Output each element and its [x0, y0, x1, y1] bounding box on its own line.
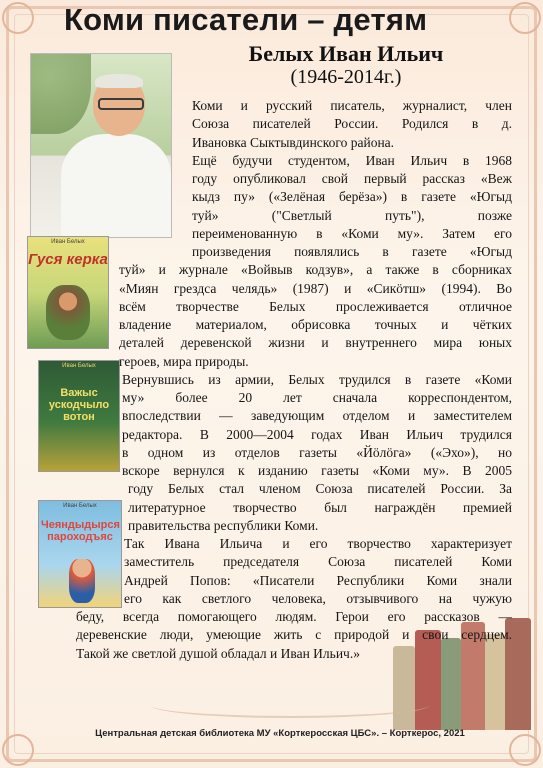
text-line: году Белых стал членом Союза писателей России. За [128, 481, 512, 497]
text-line: впоследствии — заведующим отделом и заместителем [122, 408, 512, 424]
text-line: заместитель председателя Союза писателей Коми [124, 554, 512, 570]
text-line: редактора. В 2000—2004 годах Иван Ильич трудился [122, 426, 512, 442]
text-line: Такой же светлой душой обладал и Иван Ильич.» [76, 645, 360, 661]
book-cover-title: Важыс ускодчыло вотон [48, 387, 110, 423]
text-line: беду, всегда помогающего людям. Герои его рассказов — [76, 609, 512, 624]
book-cover-2 [38, 360, 120, 472]
text-line: его как светлого человека, отзывчивого на чужую [124, 590, 512, 606]
text-line: в одном из отделов газеты «Йöлöга» («Эхо»), но [122, 444, 512, 460]
text-line: Ивановка Сыктывдинского района. [192, 134, 395, 150]
author-years: (1946-2014г.) [290, 66, 402, 88]
text-line: произведения появлялись в газете «Югыд [192, 244, 512, 259]
book-cover-author: Иван Белых [51, 239, 85, 245]
text-line: литературное творчество был награждён премией [128, 499, 512, 515]
author-photo [30, 53, 172, 238]
footer-credit: Центральная детская библиотека МУ «Корткеросская ЦБС». – Корткерос, 2021 [95, 728, 465, 739]
text-line: переименованную в «Коми му». Затем его [192, 225, 512, 241]
book-cover-title: Гуся керка [28, 251, 108, 268]
text-line: вскоре вернулся к изданию газеты «Коми му». В 2005 [122, 463, 512, 478]
text-line: Коми и русский писатель, журналист, член [192, 98, 512, 113]
text-line: Вернувшись из армии, Белых трудился в газете «Коми [122, 371, 512, 387]
text-line: деревенские люди, умеющие жить с природой и свои сердцем. [76, 627, 512, 643]
text-line: кыдз пу» («Зелёная берёза») в газете «Югыд [192, 189, 512, 205]
text-line: Андрей Попов: «Писатели Республики Коми знали [124, 572, 512, 588]
book-cover-author: Иван Белых [62, 363, 96, 369]
banner-title: Коми писатели – детям [64, 2, 428, 37]
book-cover-title: Чеяндыдырся пароходъяс [41, 519, 120, 543]
text-line: Так Ивана Ильича и его творчество характеризует [124, 536, 512, 551]
corner-ornament [509, 2, 541, 34]
book-illustration [46, 285, 90, 340]
book-cover-author: Иван Белых [63, 503, 97, 509]
text-line: туй» ("Светлый путь"), позже [192, 207, 512, 223]
text-line: «Миян грездса челядь» (1987) и «Сикöтш» (1994). Во [119, 280, 512, 296]
text-line: всём творчестве Белых прослеживается отличное [119, 298, 512, 314]
book-cover-1 [27, 236, 109, 349]
text-line: Союза писателей России. Родился в д. [192, 116, 512, 132]
text-line: году опубликовал свой первый рассказ «Веж [192, 171, 512, 186]
author-name: Белых Иван Ильич [248, 41, 444, 66]
open-book-decoration [150, 692, 430, 718]
text-line: героев, мира природы. [119, 353, 249, 369]
corner-ornament [2, 2, 34, 34]
text-line: му» более 20 лет сначала корреспондентом, [122, 390, 512, 405]
text-line: деталей деревенской жизни и внутреннего мира юных [119, 335, 512, 351]
text-line: туй» и журнале «Войвыв кодзув», а также в сборниках [119, 262, 512, 278]
book-illustration [69, 559, 95, 603]
corner-ornament [509, 734, 541, 766]
text-line: правительства республики Коми. [128, 517, 319, 533]
corner-ornament [2, 734, 34, 766]
text-line: владение материалом, обрисовка точных и чётких [119, 317, 512, 332]
book-cover-3 [38, 500, 122, 608]
text-line: Ещё будучи студентом, Иван Ильич в 1968 [192, 152, 512, 168]
